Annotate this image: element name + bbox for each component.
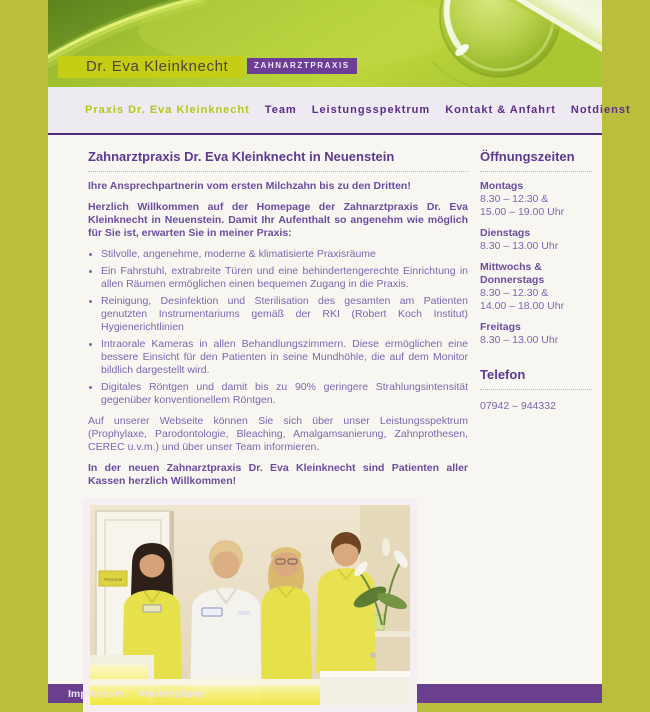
hours-day: Montags: [480, 180, 524, 192]
header-banner: [48, 0, 602, 87]
main-column: [88, 135, 468, 684]
hours-time: 8.30 – 13.00 Uhr: [480, 334, 559, 346]
hours-entry-friday: [480, 321, 592, 347]
hours-time: 8.30 – 13.00 Uhr: [480, 240, 559, 252]
hours-time: 15.00 – 19.00 Uhr: [480, 206, 565, 218]
nav-item-praxis[interactable]: Praxis Dr. Eva Kleinknecht: [85, 104, 250, 116]
services-paragraph: Auf unserer Webseite können Sie sich über unser Leistungsspektrum (Prophylaxe, Parodontologie, Bleaching, Amalgamsanierung, Zahnprothesen, CEREC u.v.m.) und über unser Team informieren.: [88, 415, 468, 453]
main-navigation: [48, 87, 631, 135]
welcome-paragraph: Herzlich Willkommen auf der Homepage der Zahnarztpraxis Dr. Eva Kleinknecht in Neuenstein. Damit Ihr Aufenthalt so angenehm wie möglich für Sie ist, erwarten Sie in meiner Praxis:: [88, 201, 468, 239]
nav-item-kontakt-anfahrt[interactable]: Kontakt & Anfahrt: [445, 104, 556, 116]
content-area: [48, 135, 602, 684]
telefon-heading: Telefon: [480, 367, 526, 382]
closing-paragraph: In der neuen Zahnarztpraxis Dr. Eva Kleinknecht sind Patienten aller Kassen herzlich Willkommen!: [88, 462, 468, 487]
door-sign-label: Personal: [104, 577, 122, 582]
hours-entry-wed-thu: [480, 261, 592, 313]
nav-item-notdienst[interactable]: Notdienst: [570, 104, 631, 116]
list-item: • Digitales Röntgen und damit bis zu 90% geringere Strahlungsintensität gegenüber konventionellem Röntgen.: [101, 381, 468, 407]
team-photo-image: [90, 505, 410, 705]
phone-number: 07942 – 944332: [480, 400, 556, 412]
hours-time: 8.30 – 12.30 &: [480, 287, 549, 299]
footer-link-impressum[interactable]: Impressum: [68, 687, 125, 700]
opening-hours-heading: Öffnungszeiten: [480, 149, 575, 164]
hours-time: 14.00 – 18.00 Uhr: [480, 300, 565, 312]
practice-feature-list: [88, 248, 468, 407]
list-item: • Ein Fahrstuhl, extrabreite Türen und eine behindertengerechte Einrichtung in allen Räumen ermöglichen einen bequemen Zugang in die Praxis.: [101, 265, 468, 291]
team-photo: [83, 498, 417, 712]
dotted-divider: [480, 170, 592, 172]
hours-day: Freitags: [480, 321, 521, 333]
list-item: • Reinigung, Desinfektion und Sterilisation des gesamten am Patienten genutzten Instrumentariums gemäß der RKI (Robert Koch Institut) Hygienerichtlinien: [101, 295, 468, 334]
page-title: Zahnarztpraxis Dr. Eva Kleinknecht in Neuenstein: [88, 149, 395, 164]
hours-day: Dienstags: [480, 227, 531, 239]
page-container: [48, 0, 631, 703]
hours-time: 8.30 – 12.30 &: [480, 193, 549, 205]
dotted-divider: [480, 388, 592, 390]
hours-entry-monday: [480, 180, 592, 219]
dotted-divider: [88, 170, 468, 172]
hours-entry-tuesday: [480, 227, 592, 253]
intro-tagline: Ihre Ansprechpartnerin vom ersten Milchzahn bis zu den Dritten!: [88, 180, 411, 192]
personal-door-sign: [99, 571, 127, 586]
list-item: • Intraorale Kameras in allen Behandlungszimmern. Diese ermöglichen eine bessere Einsicht für den Patienten in seine Mundhöhle, die auf dem Monitor bildlich dargestellt wird.: [101, 338, 468, 377]
list-item: • Stilvolle, angenehme, moderne & klimatisierte Praxisräume: [101, 248, 468, 261]
sidebar: [480, 135, 592, 684]
nav-item-team[interactable]: Team: [264, 104, 297, 116]
hours-day: Mittwochs & Donnerstags: [480, 261, 545, 286]
practice-type-badge: ZAHNARZTPRAXIS: [247, 58, 357, 74]
nav-item-leistungsspektrum[interactable]: Leistungsspektrum: [311, 104, 431, 116]
site-title: Dr. Eva Kleinknecht: [58, 56, 244, 78]
footer-link-routenplaner[interactable]: Routenplaner: [138, 687, 206, 700]
